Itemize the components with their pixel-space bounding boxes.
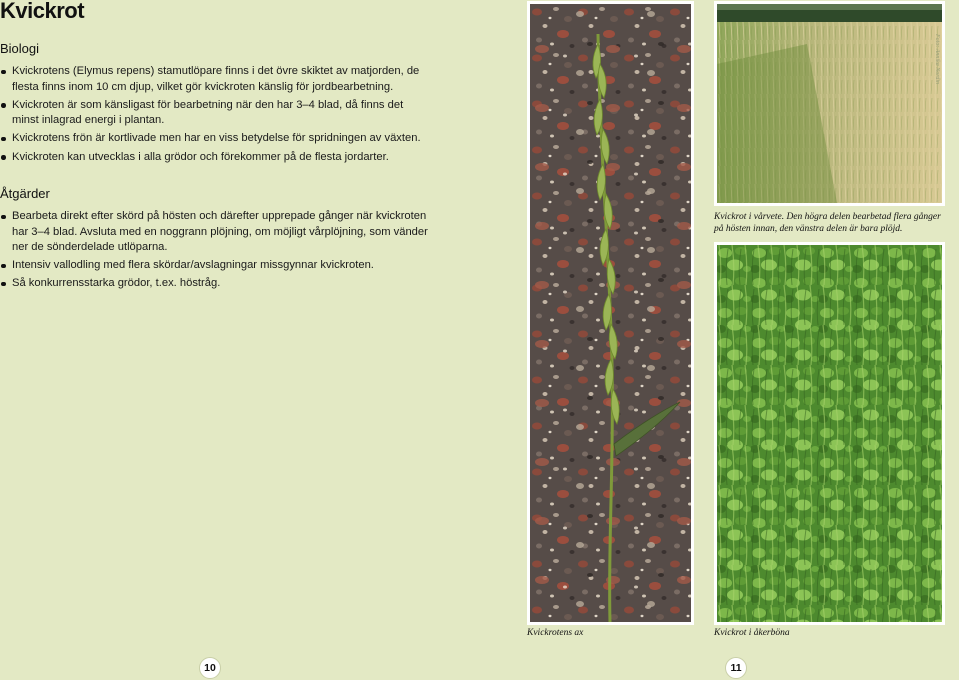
clover-caption: Kvickrot i åkerböna (714, 628, 790, 638)
field-image (717, 4, 942, 203)
photo-credit: Foto: Annika Nordin (934, 34, 940, 84)
list-item: Bearbeta direkt efter skörd på hösten och därefter upprepade gånger när kvickroten har 3–4 blad. Avsluta med en noggrann plöjning, om möjligt vårplöjning, som vänder ner de sönderdelade utlöparna. (0, 209, 430, 256)
list-item: Så konkurrensstarka grödor, t.ex. höstråg. (0, 276, 430, 292)
biologi-heading: Biologi (0, 41, 40, 56)
page-number-right: 11 (725, 657, 747, 679)
clover-image (717, 245, 942, 622)
page-title: Kvickrot (0, 0, 85, 23)
list-item: Intensiv vallodling med flera skördar/avslagningar missgynnar kvickroten. (0, 258, 430, 274)
clover-photo (714, 242, 945, 625)
list-item: Kvickrotens (Elymus repens) stamutlöpare finns i det övre skiktet av matjorden, de flesta finns inom 10 cm djup, vilket gör kvickroten känslig för jordbearbetning. (0, 64, 430, 95)
atgarder-heading: Åtgärder (0, 186, 50, 201)
page-number-left: 10 (199, 657, 221, 679)
spike-photo (527, 1, 694, 625)
spike-caption: Kvickrotens ax (527, 628, 584, 638)
list-item: Kvickrotens frön är kortlivade men har en viss betydelse för spridningen av växten. (0, 131, 430, 147)
list-item: Kvickroten är som känsligast för bearbetning när den har 3–4 blad, då finns det minst inlagrad energi i plantan. (0, 98, 430, 129)
biologi-list (0, 64, 430, 168)
list-item: Kvickroten kan utvecklas i alla grödor och förekommer på de flesta jordarter. (0, 150, 430, 166)
field-photo (714, 1, 945, 206)
spike-image (530, 4, 691, 622)
atgarder-list (0, 209, 430, 295)
field-caption: Kvickrot i vårvete. Den högra delen bearbetad flera gånger på hösten innan, den vänstra delen är bara plöjd. (714, 212, 941, 234)
